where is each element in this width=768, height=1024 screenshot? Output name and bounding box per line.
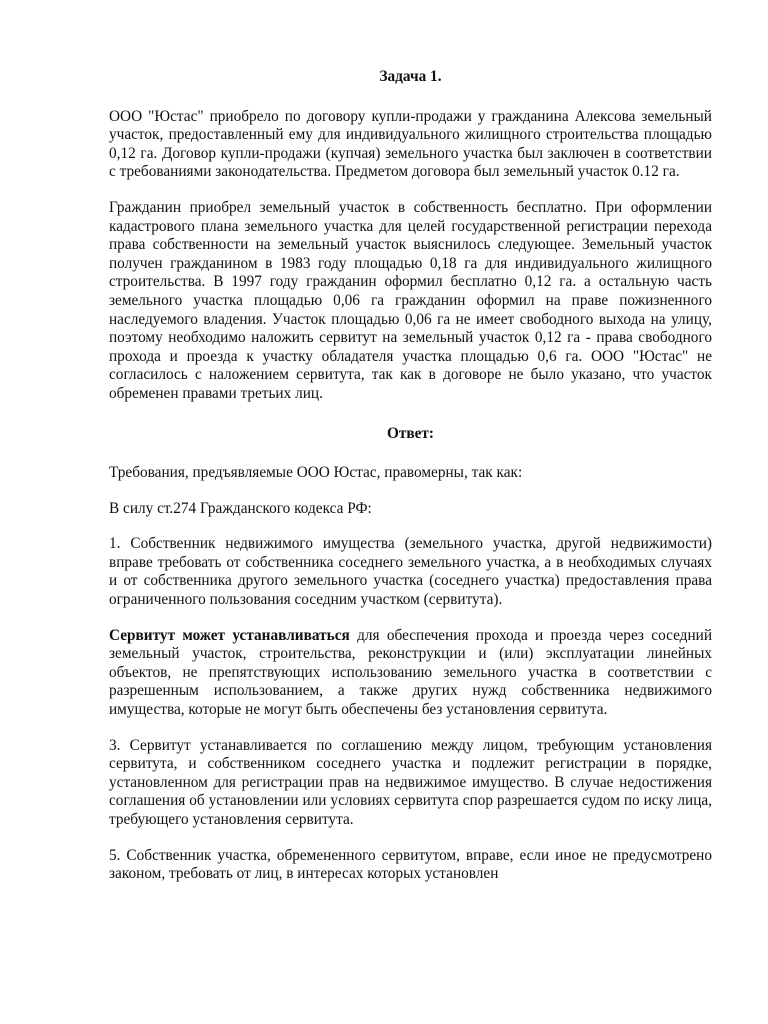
spacer	[109, 182, 712, 199]
law-reference: В силу ст.274 Гражданского кодекса РФ:	[109, 499, 372, 517]
spacer	[109, 443, 712, 464]
spacer	[109, 87, 712, 108]
servitude-text: для обеспечения прохода и проезда через соседний земельный участок, строительства, реконструкции и (или) эксплуатации линейных объектов, не препятствующих использованию земельного участка в соответствии с разрешенным использованием, а также других нужд собственника недвижимого имущества, которые не могут быть обеспечены без установления сервитута.	[109, 626, 713, 719]
servitude-bold-text: Сервитут может устанавливаться	[109, 626, 350, 644]
spacer	[109, 404, 712, 425]
answer-item-3: 3. Сервитут устанавливается по соглашению между лицом, требующим установления сервитута, и собственником соседнего участка и подлежит регистрации в порядке, установленном для регистрации прав на недвижимое имущество. В случае недостижения соглашения об установлении или условиях сервитута спор разрешается судом по иску лица, требующего установления сервитута.	[109, 736, 712, 828]
answer-item-1: 1. Собственник недвижимого имущества (земельного участка, другой недвижимости) вправе требовать от собственника соседнего земельного участка, а в необходимых случаях и от собственника другого земельного участка (соседнего участка) предоставления права ограниченного пользования соседним участком (сервитута).	[109, 535, 712, 609]
answer-intro: Требования, предъявляемые ООО Юстас, правомерны, так как:	[109, 464, 523, 482]
spacer	[109, 518, 712, 535]
answer-heading: Ответ:	[386, 424, 435, 442]
spacer	[109, 610, 712, 627]
servitude-paragraph	[109, 627, 712, 720]
task-paragraph-2: Гражданин приобрел земельный участок в собственность бесплатно. При оформлении кадастрового плана земельного участка для целей государственной регистрации перехода права собственности на земельный участок выяснилось следующее. Земельный участок получен гражданином в 1983 году площадью 0,18 га для индивидуального жилищного строительства. В 1997 году гражданин оформил бесплатно 0,12 га. а остальную часть земельного участка площадью 0,06 га гражданин оформил на праве пожизненного наследуемого владения. Участок площадью 0,06 га не имеет свободного выхода на улицу, поэтому необходимо наложить сервитут на земельный участок 0,12 га - права свободного прохода и проезда к участку обладателя участка площадью 0,6 га. ООО "Юстас" не согласилось с наложением сервитута, так как в договоре не было указано, что участок обременен правами третьих лиц.	[109, 198, 712, 402]
task-paragraph-1: ООО "Юстас" приобрело по договору купли-продажи у гражданина Алексова земельный участок, предоставленный ему для индивидуального жилищного строительства площадью 0,12 га. Договор купли-продажи (купчая) земельного участка был заключен в соответствии с требованиями законодательства. Предметом договора был земельный участок 0.12 га.	[109, 107, 712, 181]
task-title: Задача 1.	[379, 68, 442, 85]
spacer	[109, 483, 712, 500]
spacer	[109, 830, 712, 847]
answer-item-5: 5. Собственник участка, обремененного сервитутом, вправе, если иное не предусмотрено законом, требовать от лиц, в интересах которых установлен	[109, 846, 712, 883]
spacer	[109, 720, 712, 737]
